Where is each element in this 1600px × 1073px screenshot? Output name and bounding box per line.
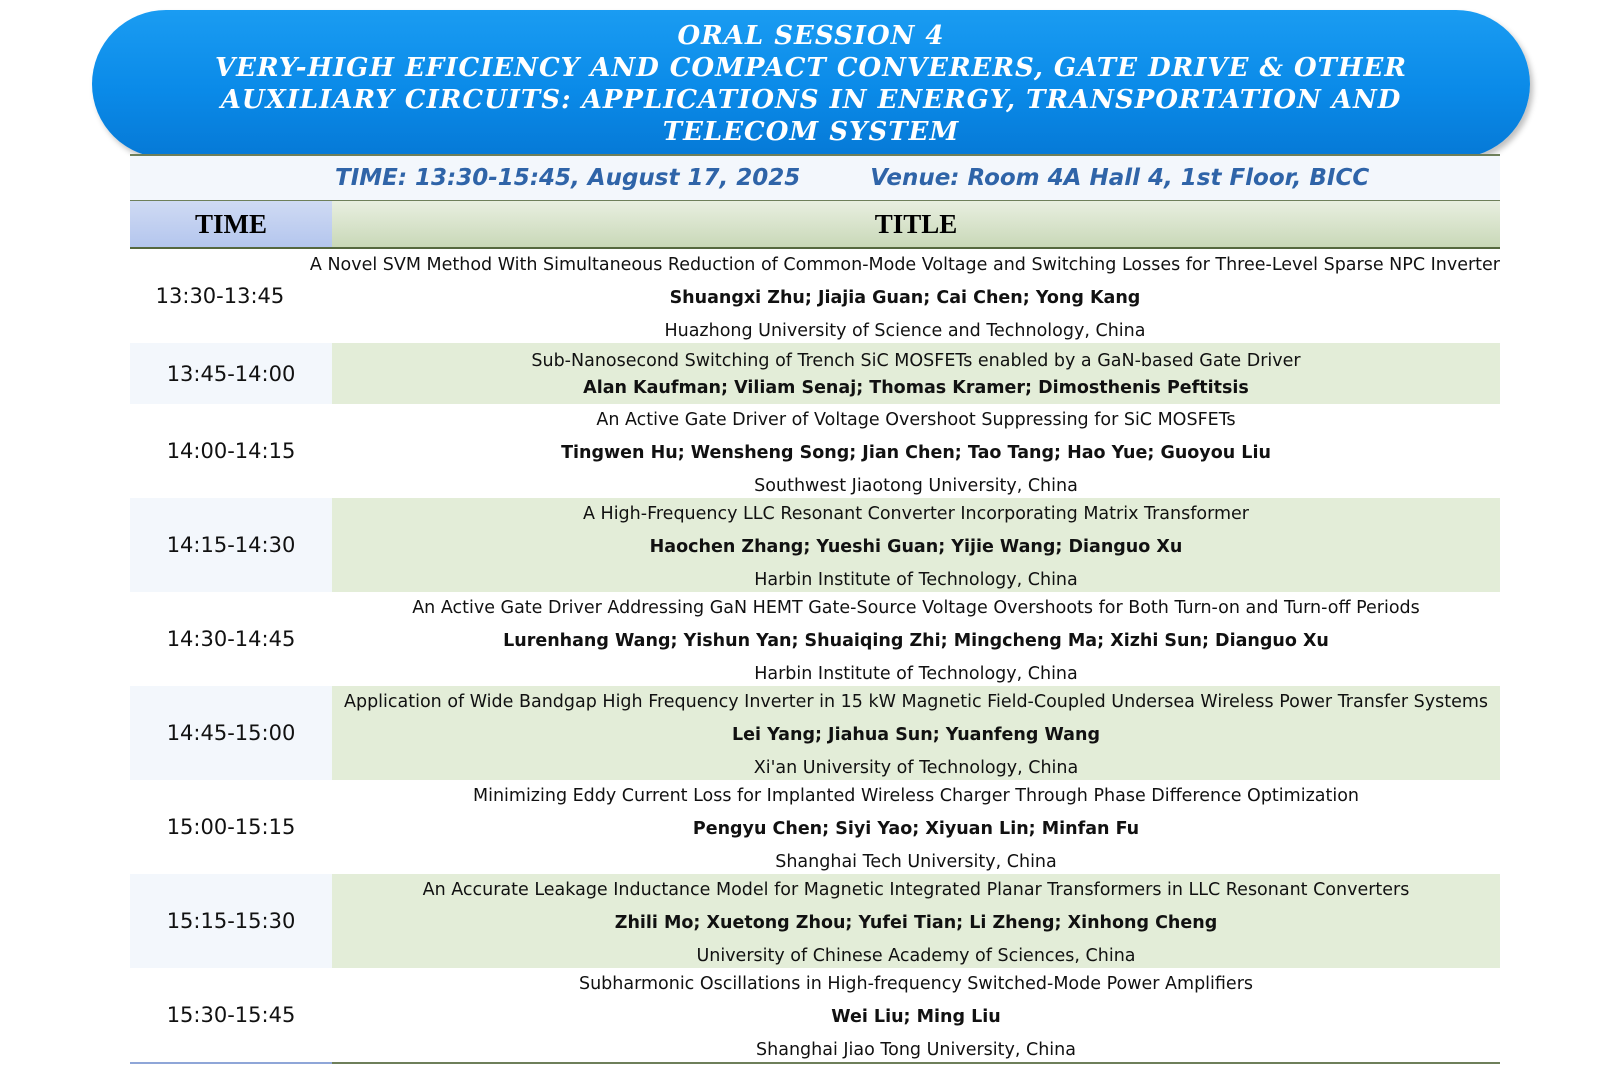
table-row bbox=[130, 968, 1500, 1062]
session-time: TIME: 13:30-15:45, August 17, 2025 bbox=[335, 165, 801, 191]
paper-authors: Wei Liu; Ming Liu bbox=[831, 1007, 1001, 1027]
paper-affiliation: Shanghai Jiao Tong University, China bbox=[756, 1040, 1076, 1060]
paper-title: Application of Wide Bandgap High Frequency Inverter in 15 kW Magnetic Field-Coupled Undersea Wireless Power Transfer Systems bbox=[343, 692, 1488, 712]
table-row bbox=[130, 249, 1500, 343]
paper-affiliation: Harbin Institute of Technology, China bbox=[754, 570, 1078, 590]
row-time: 13:45-14:00 bbox=[130, 343, 332, 404]
paper-entry bbox=[332, 968, 1500, 1062]
paper-affiliation: Xi'an University of Technology, China bbox=[753, 758, 1079, 778]
divider bbox=[130, 1062, 332, 1064]
table-row bbox=[130, 498, 1500, 592]
table-row bbox=[130, 404, 1500, 498]
paper-entry bbox=[332, 404, 1500, 498]
table-row bbox=[130, 874, 1500, 968]
schedule-table bbox=[130, 154, 1500, 1064]
paper-affiliation: Harbin Institute of Technology, China bbox=[754, 664, 1078, 684]
paper-entry bbox=[332, 498, 1500, 592]
paper-title: An Active Gate Driver Addressing GaN HEMT Gate-Source Voltage Overshoots for Both Turn-on and Turn-off Periods bbox=[412, 598, 1420, 618]
paper-entry bbox=[332, 686, 1500, 780]
paper-entry bbox=[332, 780, 1500, 874]
table-row bbox=[130, 686, 1500, 780]
paper-title: Subharmonic Oscillations in High-frequency Switched-Mode Power Amplifiers bbox=[578, 974, 1254, 994]
paper-authors: Haochen Zhang; Yueshi Guan; Yijie Wang; Dianguo Xu bbox=[649, 537, 1183, 557]
paper-authors: Alan Kaufman; Viliam Senaj; Thomas Kramer; Dimosthenis Peftitsis bbox=[583, 378, 1249, 399]
row-time: 13:30-13:45 bbox=[155, 284, 285, 308]
session-title-line-3: TELECOM SYSTEM bbox=[662, 117, 960, 147]
session-number: ORAL SESSION 4 bbox=[677, 21, 945, 51]
row-time: 14:00-14:15 bbox=[166, 439, 296, 463]
paper-affiliation: Huazhong University of Science and Technology, China bbox=[664, 321, 1146, 341]
paper-entry bbox=[332, 343, 1500, 404]
paper-title: An Active Gate Driver of Voltage Overshoot Suppressing for SiC MOSFETs bbox=[596, 410, 1236, 430]
table-row bbox=[130, 592, 1500, 686]
paper-title: An Accurate Leakage Inductance Model for Magnetic Integrated Planar Transformers in LLC Resonant Converters bbox=[422, 880, 1410, 900]
row-time: 14:15-14:30 bbox=[130, 498, 332, 592]
row-time: 14:45-15:00 bbox=[130, 686, 332, 780]
paper-affiliation: Shanghai Tech University, China bbox=[775, 852, 1057, 872]
divider bbox=[332, 1062, 1500, 1064]
paper-authors: Pengyu Chen; Siyi Yao; Xiyuan Lin; Minfan Fu bbox=[692, 819, 1140, 839]
table-row bbox=[130, 780, 1500, 874]
paper-title: A Novel SVM Method With Simultaneous Reduction of Common-Mode Voltage and Switching Losses for Three-Level Sparse NPC Inverter bbox=[309, 255, 1500, 275]
column-header-time: TIME bbox=[130, 201, 332, 247]
session-banner bbox=[92, 10, 1530, 158]
table-header bbox=[130, 201, 1500, 247]
row-time: 14:30-14:45 bbox=[166, 627, 296, 651]
row-time: 15:00-15:15 bbox=[166, 815, 296, 839]
paper-entry bbox=[332, 874, 1500, 968]
paper-affiliation: University of Chinese Academy of Sciences, China bbox=[696, 946, 1136, 966]
paper-title: A High-Frequency LLC Resonant Converter Incorporating Matrix Transformer bbox=[583, 504, 1249, 524]
paper-title: Sub-Nanosecond Switching of Trench SiC MOSFETs enabled by a GaN-based Gate Driver bbox=[531, 350, 1301, 371]
session-info-bar bbox=[130, 156, 1500, 200]
row-time: 15:30-15:45 bbox=[166, 1003, 296, 1027]
paper-title: Minimizing Eddy Current Loss for Implanted Wireless Charger Through Phase Difference Optimization bbox=[472, 786, 1359, 806]
table-bottom-border bbox=[130, 1062, 1500, 1064]
table-row bbox=[130, 343, 1500, 404]
session-title-line-2: AUXILIARY CIRCUITS: APPLICATIONS IN ENERGY, TRANSPORTATION AND bbox=[220, 85, 1402, 115]
paper-affiliation: Southwest Jiaotong University, China bbox=[754, 476, 1078, 496]
column-header-title: TITLE bbox=[332, 201, 1500, 247]
paper-authors: Lei Yang; Jiahua Sun; Yuanfeng Wang bbox=[732, 725, 1100, 745]
row-time: 15:15-15:30 bbox=[130, 874, 332, 968]
session-venue: Venue: Room 4A Hall 4, 1st Floor, BICC bbox=[870, 165, 1370, 191]
paper-authors: Tingwen Hu; Wensheng Song; Jian Chen; Tao Tang; Hao Yue; Guoyou Liu bbox=[561, 443, 1271, 463]
session-title-line-1: VERY-HIGH EFICIENCY AND COMPACT CONVERERS, GATE DRIVE & OTHER bbox=[215, 53, 1407, 83]
paper-authors: Lurenhang Wang; Yishun Yan; Shuaiqing Zhi; Mingcheng Ma; Xizhi Sun; Dianguo Xu bbox=[503, 631, 1329, 651]
paper-entry bbox=[332, 592, 1500, 686]
paper-entry bbox=[310, 249, 1500, 343]
paper-authors: Shuangxi Zhu; Jiajia Guan; Cai Chen; Yong Kang bbox=[669, 288, 1141, 308]
paper-authors: Zhili Mo; Xuetong Zhou; Yufei Tian; Li Zheng; Xinhong Cheng bbox=[614, 913, 1218, 933]
